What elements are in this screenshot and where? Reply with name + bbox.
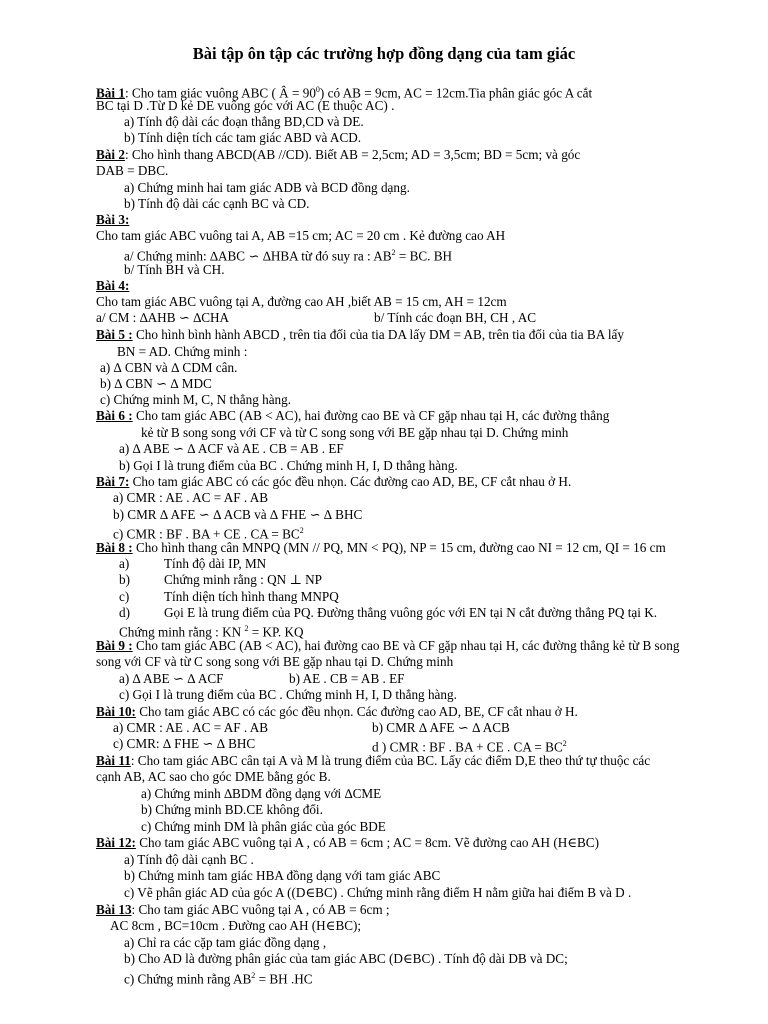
b10-text: Cho tam giác ABC có các góc đều nhọn. Các đường cao AD, BE, CF cắt nhau ở H.: [135, 704, 578, 719]
b7-line1: [96, 474, 571, 490]
b11-item-a: a) Chứng minh ∆BDM đồng dạng với ∆CME: [141, 786, 382, 801]
b4-label-line: [96, 278, 129, 294]
b13-c-post: = BH .HC: [255, 971, 313, 987]
b13-line2: AC 8cm , BC=10cm . Đường cao AH (H∈BC);: [110, 918, 362, 933]
b8-item-d: Gọi E là trung điểm của PQ. Đường thẳng vuông góc với EN tại N cắt đường thẳng PQ tại K.: [164, 605, 658, 620]
similar-symbol: ∽: [248, 248, 260, 264]
b5-item-c: c) Chứng minh M, C, N thẳng hàng.: [100, 392, 292, 407]
b13-item-c: [124, 968, 313, 987]
b8-item-c: Tính diện tích hình thang MNPQ: [164, 589, 339, 604]
b12-text: Cho tam giác ABC vuông tại A , có AB = 6cm ; AC = 8cm. Vẽ đường cao AH (H∈BC): [135, 835, 599, 850]
b11-text: : Cho tam giác ABC cân tại A và M là trung điểm của BC. Lấy các điểm D,E theo thứ tự thuộc các: [130, 753, 651, 768]
b1-text1: : Cho tam giác vuông ABC ( Â = 90: [124, 85, 316, 101]
b3-label-line: [96, 212, 129, 228]
document-title: Bài tập ôn tập các trường hợp đồng dạng của tam giác: [192, 44, 576, 63]
b13-item-b: b) Cho AD là đường phân giác của tam giác ABC (D∈BC) . Tính độ dài DB và DC;: [124, 951, 568, 966]
b9-line2: song với CF và từ C song song với BE gặp nhau tại D. Chứng minh: [96, 654, 454, 669]
b2-item-b: b) Tính độ dài các cạnh BC và CD.: [124, 196, 310, 211]
b1-label: Bài 1: [96, 85, 125, 101]
b3-a-pre: a/ Chứng minh: ∆ABC: [124, 248, 249, 264]
b5-text: Cho hình bình hành ABCD , trên tia đối của tia DA lấy DM = AB, trên tia đối của tia BA lấy: [132, 327, 624, 342]
b12-item-b: b) Chứng minh tam giác HBA đồng dạng với tam giác ABC: [124, 868, 441, 883]
b7-text: Cho tam giác ABC có các góc đều nhọn. Các đường cao AD, BE, CF cắt nhau ở H.: [129, 474, 572, 489]
b13-c-sup: 2: [251, 971, 256, 980]
b3-sup: 2: [391, 248, 396, 257]
b5-item-a: a) ∆ CBN và ∆ CDM cân.: [100, 360, 238, 375]
b3-a-post: = BC. BH: [395, 248, 453, 264]
b11-item-b: b) Chứng minh BD.CE không đổi.: [141, 802, 323, 817]
b6-label: Bài 6 :: [96, 408, 133, 423]
b8-text: Cho hình thang cân MNPQ (MN // PQ, MN < PQ), NP = 15 cm, đường cao NI = 12 cm, QI = 16 cm: [132, 540, 666, 555]
b7-item-b: b) CMR ∆ AFE ∽ ∆ ACB và ∆ FHE ∽ ∆ BHC: [113, 507, 363, 522]
b6-line1: [96, 408, 609, 424]
b8-item-a: Tính độ dài IP, MN: [164, 556, 267, 571]
b13-text: : Cho tam giác ABC vuông tại A , có AB = 6cm ;: [131, 902, 390, 917]
b7-item-a: a) CMR : AE . AC = AF . AB: [113, 490, 269, 505]
b6-item-b: b) Gọi I là trung điểm của BC . Chứng minh H, I, D thẳng hàng.: [119, 458, 458, 473]
b5-line1: [96, 327, 624, 343]
b11-label: Bài 11: [96, 753, 131, 768]
b2-line2: DAB = DBC.: [96, 163, 169, 178]
b7-label: Bài 7:: [96, 474, 130, 489]
b9-line1: [96, 638, 679, 654]
b9-item-a: a) ∆ ABE ∽ ∆ ACF: [119, 671, 224, 686]
b12-line1: [96, 835, 599, 851]
b8-line1: [96, 540, 666, 556]
b1-sup: 0: [315, 85, 320, 94]
b3-item-b: b/ Tính BH và CH.: [124, 262, 225, 277]
b2-text: : Cho hình thang ABCD(AB //CD). Biết AB = 2,5cm; AD = 3,5cm; BD = 5cm; và góc: [124, 147, 581, 162]
b10-item-c: c) CMR: ∆ FHE ∽ ∆ BHC: [113, 736, 256, 751]
b7-c-text: c) CMR : BF . BA + CE . CA = BC: [113, 526, 300, 542]
b13-item-a: a) Chỉ ra các cặp tam giác đồng dạng ,: [124, 935, 327, 950]
b12-item-c: c) Vẽ phân giác AD của góc A ((D∈BC) . Chứng minh rằng điểm H nằm giữa hai điểm B và D .: [124, 885, 632, 900]
b12-item-a: a) Tính độ dài cạnh BC .: [124, 852, 254, 867]
b5-item-b: b) ∆ CBN ∽ ∆ MDC: [100, 376, 212, 391]
b11-line2: cạnh AB, AC sao cho góc DME bằng góc B.: [96, 769, 331, 784]
b8-item-a-label: a): [119, 556, 130, 571]
b2-label: Bài 2: [96, 147, 125, 162]
b13-c-pre: c) Chứng minh rằng AB: [124, 971, 252, 987]
b3-label: Bài 3:: [96, 212, 130, 227]
b1-item-a: a) Tính độ dài các đoạn thẳng BD,CD và DE.: [124, 114, 364, 129]
b8-item-d-label: d): [119, 605, 130, 620]
b7-c-sup: 2: [299, 526, 304, 535]
b2-line1: [96, 147, 580, 163]
b10-d-sup: 2: [562, 739, 567, 748]
b4-label: Bài 4:: [96, 278, 130, 293]
b4-item-a: a/ CM : ∆AHB ∽ ∆CHA: [96, 310, 230, 325]
b2-item-a: a) Chứng minh hai tam giác ADB và BCD đồng dạng.: [124, 180, 410, 195]
b9-item-c: c) Gọi I là trung điểm của BC . Chứng minh H, I, D thẳng hàng.: [119, 687, 457, 702]
b10-line1: [96, 704, 578, 720]
b11-line1: [96, 753, 650, 769]
b3-a-mid: ∆HBA từ đó suy ra : AB: [259, 248, 392, 264]
b8-item-b: Chứng minh rằng : QN ⊥ NP: [164, 572, 323, 587]
b8-item-c-label: c): [119, 589, 130, 604]
b12-label: Bài 12:: [96, 835, 136, 850]
b8-d2-post: = KP. KQ: [248, 624, 304, 640]
b10-d-text: d ) CMR : BF . BA + CE . CA = BC: [372, 739, 563, 755]
b8-label: Bài 8 :: [96, 540, 133, 555]
b1-text2: ) có AB = 9cm, AC = 12cm.Tia phân giác góc A cắt: [319, 85, 593, 101]
b11-item-c: c) Chứng minh DM là phân giác của góc BDE: [141, 819, 386, 834]
b6-text: Cho tam giác ABC (AB < AC), hai đường cao BE và CF gặp nhau tại H, các đường thẳng: [132, 408, 610, 423]
b4-item-b: b/ Tính các đoạn BH, CH , AC: [374, 310, 537, 325]
b8-d2-sup: 2: [244, 624, 249, 633]
b1-line2: BC tại D .Từ D kẻ DE vuông góc với AC (E thuộc AC) .: [96, 98, 395, 113]
b13-label: Bài 13: [96, 902, 132, 917]
b5-label: Bài 5 :: [96, 327, 133, 342]
b5-line2: BN = AD. Chứng minh :: [117, 344, 248, 359]
b8-d2-pre: Chứng minh rằng : KN: [119, 624, 245, 640]
b9-text: Cho tam giác ABC (AB < AC), hai đường cao BE và CF gặp nhau tại H, các đường thẳng kẻ từ B song: [132, 638, 680, 653]
b8-item-b-label: b): [119, 572, 130, 587]
b1-item-b: b) Tính diện tích các tam giác ABD và ACD.: [124, 130, 362, 145]
b10-label: Bài 10:: [96, 704, 136, 719]
b10-item-a: a) CMR : AE . AC = AF . AB: [113, 720, 269, 735]
b13-line1: [96, 902, 390, 918]
b6-line2: kẻ từ B song song với CF và từ C song song với BE gặp nhau tại D. Chứng minh: [141, 425, 569, 440]
b9-label: Bài 9 :: [96, 638, 133, 653]
b6-item-a: a) ∆ ABE ∽ ∆ ACF và AE . CB = AB . EF: [119, 441, 344, 456]
b9-item-b: b) AE . CB = AB . EF: [289, 671, 405, 686]
b10-item-b: b) CMR ∆ AFE ∽ ∆ ACB: [372, 720, 510, 735]
b3-line1: Cho tam giác ABC vuông tai A, AB =15 cm; AC = 20 cm . Kẻ đường cao AH: [96, 228, 506, 243]
b4-line1: Cho tam giác ABC vuông tại A, đường cao AH ,biết AB = 15 cm, AH = 12cm: [96, 294, 507, 309]
